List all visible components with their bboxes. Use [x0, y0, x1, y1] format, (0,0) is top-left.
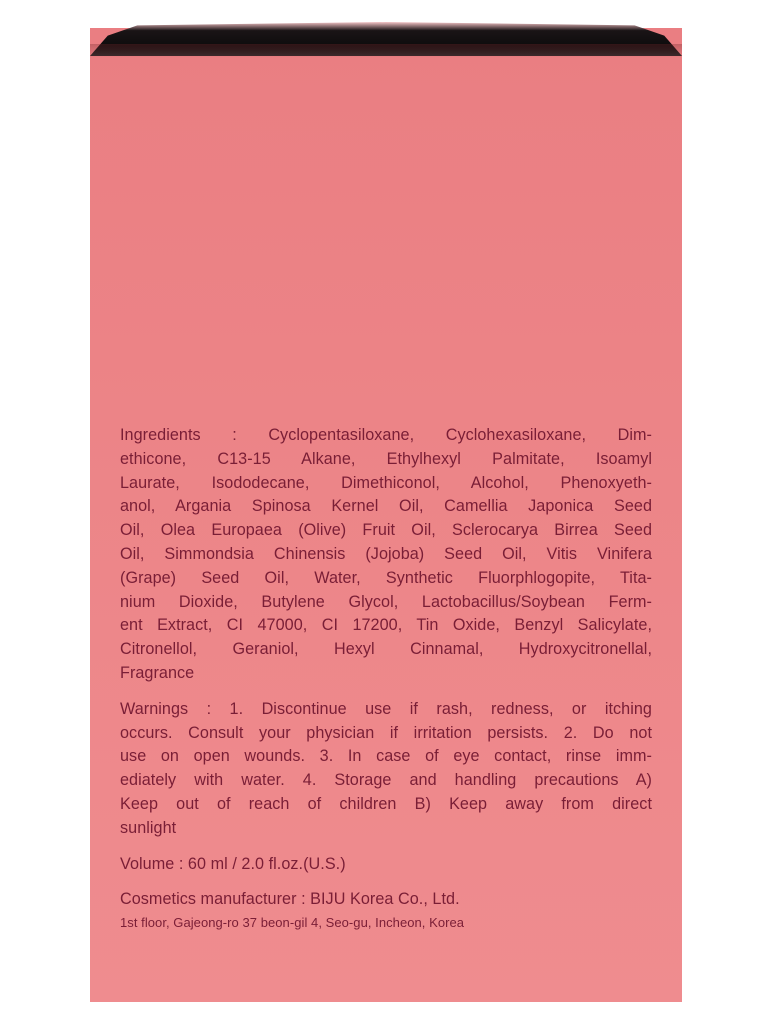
ingredients-line: nium Dioxide, Butylene Glycol, Lactobacillus/Soybean Ferm-	[120, 592, 652, 611]
ingredients-line: Fragrance	[120, 663, 195, 682]
ingredients-line: Citronellol, Geraniol, Hexyl Cinnamal, Hydroxycitronellal,	[120, 640, 652, 659]
warnings-line: occurs. Consult your physician if irritation persists. 2. Do not	[120, 723, 652, 742]
manufacturer-text: Cosmetics manufacturer : BIJU Korea Co., Ltd.	[120, 890, 460, 909]
manufacturer-address: 1st floor, Gajeong-ro 37 beon-gil 4, Seo-gu, Incheon, Korea	[120, 915, 465, 931]
warnings-line: ediately with water. 4. Storage and handling precautions A)	[120, 771, 652, 790]
ingredients-line: anol, Argania Spinosa Kernel Oil, Camellia Japonica Seed	[120, 497, 652, 516]
ingredients-line: Oil, Olea Europaea (Olive) Fruit Oil, Sclerocarya Birrea Seed	[120, 521, 652, 540]
warnings-paragraph	[120, 698, 652, 841]
volume-text: Volume : 60 ml / 2.0 fl.oz.(U.S.)	[120, 854, 346, 873]
warnings-line: use on open wounds. 3. In case of eye contact, rinse imm-	[120, 747, 652, 766]
ingredients-paragraph	[120, 424, 652, 686]
ingredients-line: ent Extract, CI 47000, CI 17200, Tin Oxide, Benzyl Salicylate,	[120, 616, 652, 635]
manufacturer-paragraph	[120, 888, 652, 932]
ingredients-line: Ingredients : Cyclopentasiloxane, Cyclohexasiloxane, Dim-	[120, 426, 652, 444]
warnings-line: Keep out of reach of children B) Keep away from direct	[120, 794, 652, 813]
ingredients-line: Laurate, Isododecane, Dimethiconol, Alcohol, Phenoxyeth-	[120, 473, 652, 492]
product-label-text	[120, 424, 652, 944]
warnings-line: sunlight	[120, 818, 177, 837]
volume-paragraph	[120, 853, 652, 877]
box-top-shadow	[90, 44, 682, 58]
ingredients-line: Oil, Simmondsia Chinensis (Jojoba) Seed Oil, Vitis Vinifera	[120, 544, 652, 563]
ingredients-line: ethicone, C13-15 Alkane, Ethylhexyl Palmitate, Isoamyl	[120, 449, 652, 468]
warnings-line: Warnings : 1. Discontinue use if rash, redness, or itching	[120, 699, 652, 718]
ingredients-line: (Grape) Seed Oil, Water, Synthetic Fluorphlogopite, Tita-	[120, 568, 652, 587]
